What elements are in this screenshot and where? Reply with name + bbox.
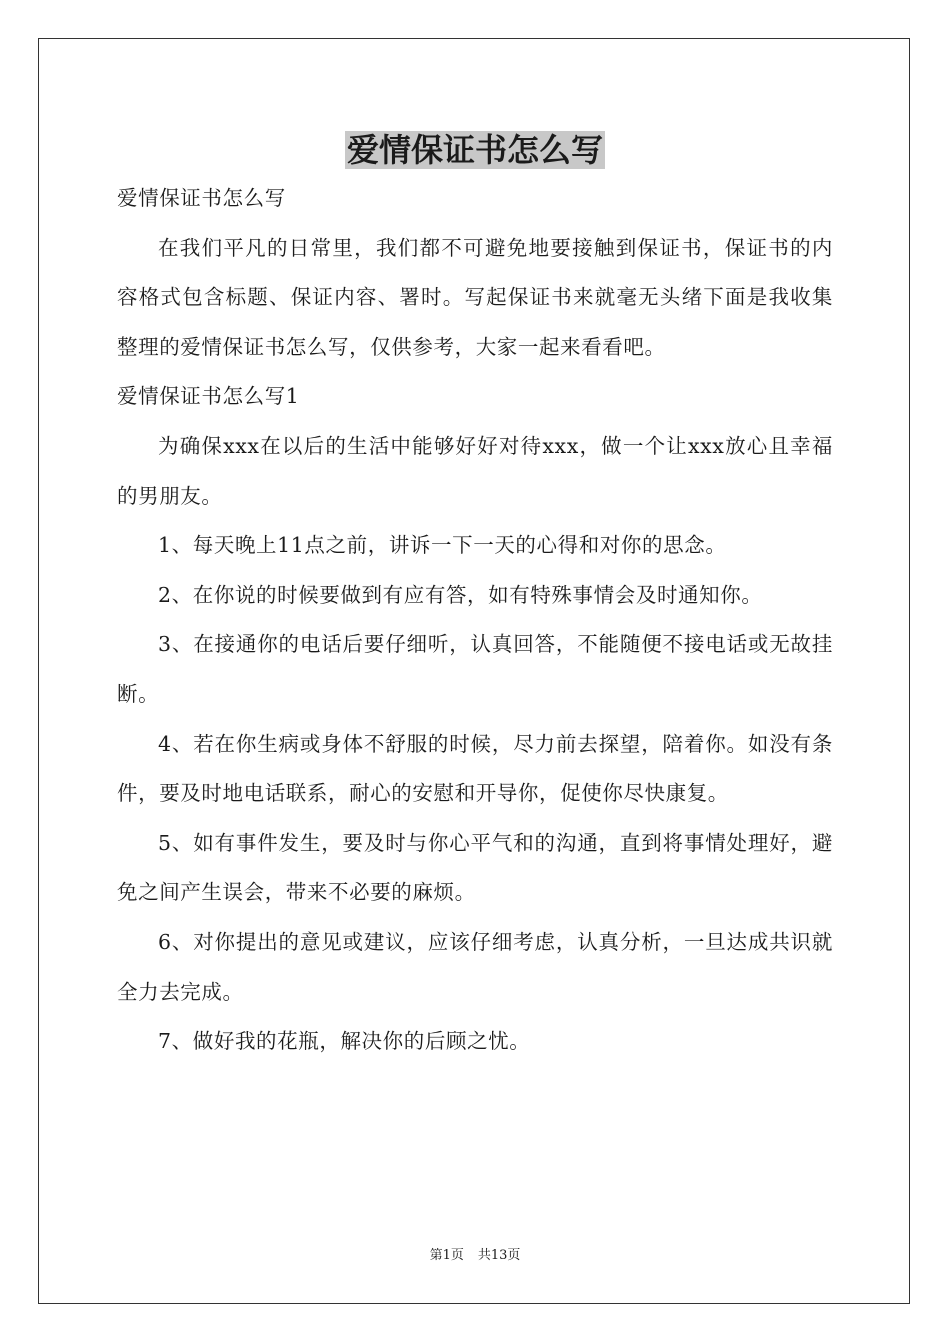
- document-title: [0, 126, 950, 174]
- paragraph: 2、在你说的时候要做到有应有答，如有特殊事情会及时通知你。: [158, 582, 763, 607]
- page-footer: [0, 1246, 950, 1266]
- paragraph: 爱情保证书怎么写1: [117, 384, 300, 409]
- document-title-text: 爱情保证书怎么写: [346, 131, 603, 169]
- paragraph: 5、如有事件发生，要及时与你心平气和的沟通，直到将事情处理好，避免之间产生误会，带来不必要的麻烦。: [117, 830, 833, 905]
- paragraph: 4、若在你生病或身体不舒服的时候，尽力前去探望，陪着你。如没有条件，要及时地电话联系，耐心的安慰和开导你，促使你尽快康复。: [117, 731, 833, 806]
- paragraph: 爱情保证书怎么写: [117, 186, 286, 210]
- document-body: [117, 174, 833, 1067]
- paragraph: 1、每天晚上11点之前，讲诉一下一天的心得和对你的思念。: [158, 533, 727, 558]
- paragraph: 7、做好我的花瓶，解决你的后顾之忧。: [158, 1029, 531, 1054]
- paragraph: 为确保xxx在以后的生活中能够好好对待xxx，做一个让xxx放心且幸福的男朋友。: [117, 433, 833, 508]
- paragraph: 在我们平凡的日常里，我们都不可避免地要接触到保证书，保证书的内容格式包含标题、保证内容、署时。写起保证书来就毫无头绪下面是我收集整理的爱情保证书怎么写，仅供参考，大家一起来看看吧。: [117, 235, 833, 359]
- paragraph: 3、在接通你的电话后要仔细听，认真回答，不能随便不接电话或无故挂断。: [117, 632, 833, 706]
- page-number-total: 共13页: [477, 1248, 521, 1263]
- paragraph: 6、对你提出的意见或建议，应该仔细考虑，认真分析，一旦达成共识就全力去完成。: [117, 929, 833, 1004]
- page-number-current: 第1页: [429, 1248, 464, 1263]
